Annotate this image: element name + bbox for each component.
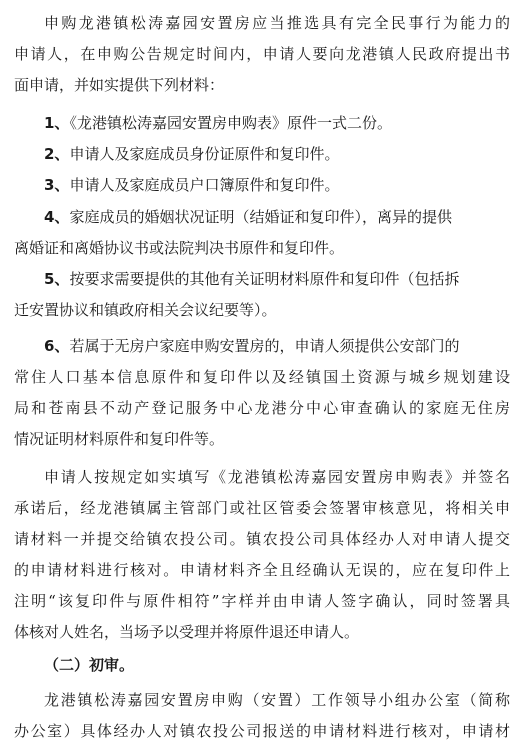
item-5-number: 5、 [44, 270, 70, 288]
submission-line-3: 请材料一并提交给镇农投公司。镇农投公司具体经办人对申请人提交 [14, 530, 510, 548]
submission-line-2: 承诺后，经龙港镇属主管部门或社区管委会签署审核意见，将相关申 [14, 499, 510, 517]
item-6-text-4: 情况证明材料原件和复印件等。 [14, 430, 225, 448]
submission-line-4: 的申请材料进行核对。申请材料齐全且经确认无误的，应在复印件上 [14, 561, 510, 579]
item-5-text-2: 迁安置协议和镇政府相关会议纪要等）。 [14, 301, 277, 319]
item-4-text-2: 离婚证和离婚协议书或法院判决书原件和复印件。 [14, 239, 345, 257]
item-1-number: 1、 [44, 114, 70, 132]
item-2-number: 2、 [44, 145, 70, 163]
item-6-text-1: 若属于无房户家庭申购安置房的，申请人须提供公安部门的 [69, 337, 460, 355]
item-6-number: 6、 [44, 337, 70, 355]
item-2-text: 申请人及家庭成员身份证原件和复印件。 [69, 145, 340, 163]
intro-line-1: 申购龙港镇松涛嘉园安置房应当推选具有完全民事行为能力的 [44, 14, 510, 32]
review-line-2: 办公室）具体经办人对镇农投公司报送的申请材料进行核对，申请材 [14, 722, 510, 740]
intro-line-3: 面申请，并如实提供下列材料： [14, 76, 225, 94]
item-3-text: 申请人及家庭成员户口簿原件和复印件。 [69, 176, 340, 194]
item-4-text-1: 家庭成员的婚姻状况证明（结婚证和复印件），离异的提供 [69, 208, 452, 226]
intro-line-2: 申请人，在申购公告规定时间内，申请人要向龙港镇人民政府提出书 [14, 45, 510, 63]
item-4-number: 4、 [44, 208, 70, 226]
submission-line-6: 体核对人姓名，当场予以受理并将原件退还申请人。 [14, 623, 360, 641]
item-6-text-2: 常住人口基本信息原件和复印件以及经镇国土资源与城乡规划建设 [14, 368, 510, 386]
list-item-2 [44, 143, 510, 165]
list-item-3 [44, 174, 510, 196]
submission-line-1: 申请人按规定如实填写《龙港镇松涛嘉园安置房申购表》并签名 [44, 468, 510, 486]
item-6-text-3: 局和苍南县不动产登记服务中心龙港分中心审查确认的家庭无住房 [14, 399, 510, 417]
review-line-1: 龙港镇松涛嘉园安置房申购（安置）工作领导小组办公室（简称 [44, 691, 510, 709]
list-item-6 [44, 335, 510, 357]
item-5-text-1: 按要求需要提供的其他有关证明材料原件和复印件（包括拆 [69, 270, 460, 288]
submission-line-5: 注明“该复印件与原件相符”字样并由申请人签字确认，同时签署具 [14, 592, 510, 610]
item-1-text: 《龙港镇松涛嘉园安置房申购表》原件一式二份。 [69, 114, 392, 132]
list-item-4 [44, 206, 510, 228]
section-heading: （二）初审。 [44, 656, 135, 674]
item-3-number: 3、 [44, 176, 70, 194]
list-item-5 [44, 268, 510, 290]
list-item-1 [44, 112, 510, 134]
